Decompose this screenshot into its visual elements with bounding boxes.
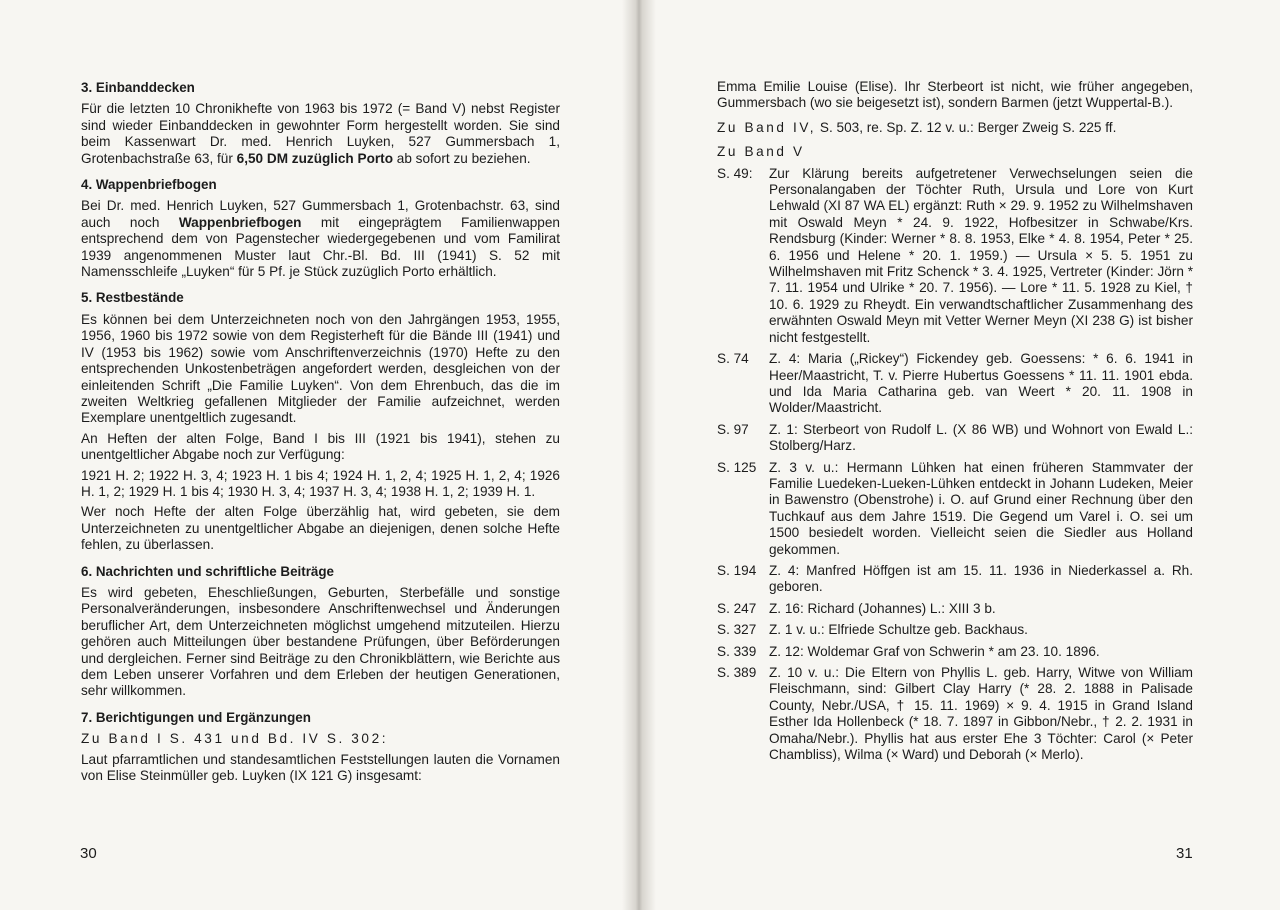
- entry-text: Z. 10 v. u.: Die Eltern von Phyllis L. geb. Harry, Witwe von William Fleischmann, sind: Gilbert Clay Harry (* 28. 2. 1888 in Palisade County, Nebr./USA, † 15. 11. 1969) × 9. 4. 1915 in Grand Island Esther Ida Hollenbeck (* 18. 7. 1897 in Gibbon/Nebr., † 2. 2. 1931 in Omaha/Nebr.). Phyllis hat aus erster Ehe 3 Töchter: Carol (× Peter Chambliss), Wilma (× Ward) und Deborah (× Merlo).: [769, 665, 1193, 763]
- section-block: [81, 564, 560, 700]
- paragraph-text: Bei Dr. med. Henrich Luyken, 527 Gummersbach 1, Grotenbachstr. 63, sind auch noch: [81, 198, 560, 230]
- correction-entry: [717, 622, 1193, 638]
- section-paragraph: [81, 312, 560, 427]
- paragraph-text: Es wird gebeten, Eheschließungen, Geburten, Sterbefälle und sonstige Personalveränderungen, insbesondere Anschriftenwechsel und Änderungen beruflicher Art, dem Unterzeichneten möglichst umgehend mitzuteilen. Hierzu gehören auch Mitteilungen über bestandene Prüfungen, über Beförderungen und dergleichen. Ferner sind Beiträge zu den Chronikblättern, wie Berichte aus dem Leben unserer Vorfahren und dem Erleben der heutigen Generationen, sehr willkommen.: [81, 584, 560, 699]
- paragraph-emphasis: 6,50 DM zuzüglich Porto: [236, 150, 393, 166]
- entry-text: Z. 12: Woldemar Graf von Schwerin * am 23. 10. 1896.: [769, 643, 1100, 659]
- correction-entry: [717, 166, 1193, 346]
- correction-entries: [717, 166, 1193, 764]
- right-page-content: [717, 79, 1193, 768]
- correction-entry: [717, 460, 1193, 558]
- reference-line: Zu Band I S. 431 und Bd. IV S. 302:: [81, 731, 389, 747]
- entry-text: Z. 4: Manfred Höffgen ist am 15. 11. 1936 in Niederkassel a. Rh. geboren.: [769, 562, 1193, 595]
- entry-page-ref: S. 125: [717, 459, 757, 475]
- correction-entry: [717, 563, 1193, 596]
- paragraph-text: Es können bei dem Unterzeichneten noch von den Jahrgängen 1953, 1955, 1956, 1960 bis 1972 sowie von dem Registerheft für die Bände III (1941) und IV (1953 bis 1962) sowie vom Anschriftenverzeichnis (1970) Hefte zu den entsprechenden Unkostenbeträgen angefordert werden, desgleichen von der einleitenden Schrift „Die Familie Luyken“. Von dem Ehrenbuch, das die im zweiten Weltkrieg gefallenen Mitglieder der Familie aufzeichnet, werden Exemplare unentgeltlich zugesandt.: [81, 311, 560, 426]
- correction-entry: [717, 601, 1193, 617]
- paragraph-text: An Heften der alten Folge, Band I bis III (1921 bis 1941), stehen zu unentgeltlicher Abgabe noch zur Verfügung:: [81, 430, 560, 463]
- page-number-left: 30: [80, 845, 97, 862]
- entry-page-ref: S. 74: [717, 351, 749, 367]
- section-paragraph: Laut pfarramtlichen und standesamtlichen Feststellungen lauten die Vornamen von Elise Steinmüller geb. Luyken (IX 121 G) insgesamt:: [81, 751, 560, 784]
- entry-text: Zur Klärung bereits aufgetretener Verwechselungen seien die Personalangaben der Töchter Ruth, Ursula und Lore von Kurt Lehwald (XI 87 WA EL) ergänzt: Ruth × 29. 9. 1952 zu Wilhelmshaven mit Oswald Meyn * 24. 9. 1922, Hofbesitzer in Schwabe/Krs. Rendsburg (Kinder: Werner * 8. 8. 1953, Elke * 4. 8. 1954, Peter * 25. 6. 1956 und Helene * 20. 1. 1959.) — Ursula × 5. 5. 1951 zu Wilhelmshaven mit Fritz Schenck * 3. 4. 1925, Vertreter (Kinder: Jörn * 7. 11. 1954 und Ulrike * 20. 7. 1956). — Lore * 11. 5. 1928 zu Kiel, † 10. 6. 1929 zu Rheydt. Ein verwandtschaftlicher Zusammenhang des erwähnten Oswald Meyn mit Vetter Werner Meyn (XI 238 G) ist bisher nicht festgestellt.: [769, 165, 1193, 345]
- section-paragraph: [81, 504, 560, 553]
- continuation-paragraph: Emma Emilie Louise (Elise). Ihr Sterbeort ist nicht, wie früher angegeben, Gummersbach (wo sie beigesetzt ist), sondern Barmen (jetzt Wuppertal-B.).: [717, 79, 1193, 111]
- section-heading: 7. Berichtigungen und Ergänzungen: [81, 709, 311, 725]
- entry-text: Z. 3 v. u.: Hermann Lühken hat einen früheren Stammvater der Familie Luedeken-Lueken-Lühken entdeckt in Johann Ludeken, Meier in Bawenstro (Obenstrohe) i. O. auf Grund einer Rechnung über den Tuchkauf aus dem Jahre 1519. Die Gegend um Varel i. O. sei um 1500 besiedelt worden. Vielleicht seien die Siedler aus Holland gekommen.: [769, 459, 1193, 557]
- entry-page-ref: S. 49:: [717, 165, 753, 181]
- band4-line: [717, 120, 1193, 136]
- entry-page-ref: S. 194: [717, 562, 757, 578]
- left-page-content: [81, 80, 560, 794]
- entry-text: Z. 16: Richard (Johannes) L.: XIII 3 b.: [769, 600, 996, 616]
- correction-entry: [717, 644, 1193, 660]
- section-heading: 6. Nachrichten und schriftliche Beiträge: [81, 563, 334, 579]
- section-heading: 5. Restbestände: [81, 290, 184, 306]
- section-block: [81, 80, 560, 167]
- section-paragraph: [81, 198, 560, 280]
- left-sections: [81, 80, 560, 700]
- paragraph-emphasis: Wappenbriefbogen: [178, 214, 302, 230]
- section-corrections: [81, 710, 560, 785]
- band5-label: Zu Band V: [717, 144, 805, 160]
- entry-text: Z. 4: Maria („Rickey“) Fickendey geb. Goessens: * 6. 6. 1941 in Heer/Maastricht, T. v. Pierre Hubertus Goessens * 11. 11. 1901 ebda. und Ida Maria Catharina geb. van Weert * 20. 11. 1908 in Wolder/Maastricht.: [769, 351, 1193, 416]
- section-block: [81, 290, 560, 553]
- entry-text: Z. 1: Sterbeort von Rudolf L. (X 86 WB) und Wohnort von Ewald L.: Stolberg/Harz.: [769, 421, 1193, 454]
- entry-page-ref: S. 339: [717, 643, 757, 659]
- paragraph-text: ab sofort zu beziehen.: [393, 150, 531, 166]
- section-block: [81, 177, 560, 280]
- book-gutter: [622, 0, 656, 910]
- section-heading: 4. Wappenbriefbogen: [81, 177, 217, 193]
- correction-entry: [717, 665, 1193, 763]
- entry-page-ref: S. 247: [717, 600, 757, 616]
- correction-entry: [717, 351, 1193, 417]
- paragraph-text: mit eingeprägtem Familienwappen entsprechend dem von Pagenstecher wiedergegebenen und vom Familirat 1939 angenommenen Muster laut Chr.-Bl. Bd. III (1941) S. 52 mit Namensschleife „Luyken“ für 5 Pf. je Stück zuzüglich Porto erhältlich.: [81, 214, 560, 280]
- paragraph-text: 1921 H. 2; 1922 H. 3, 4; 1923 H. 1 bis 4; 1924 H. 1, 2, 4; 1925 H. 1, 2, 4; 1926 H. 1, 2; 1929 H. 1 bis 4; 1930 H. 3, 4; 1937 H. 3, 4; 1938 H. 1, 2; 1939 H. 1.: [81, 467, 560, 499]
- entry-text: Z. 1 v. u.: Elfriede Schultze geb. Backhaus.: [769, 622, 1028, 638]
- section-paragraph: [81, 101, 560, 167]
- entry-page-ref: S. 97: [717, 421, 749, 437]
- entry-page-ref: S. 389: [717, 665, 757, 680]
- page-number-right: 31: [1176, 845, 1193, 862]
- band4-label: Zu Band IV,: [717, 119, 817, 135]
- section-paragraph: [81, 431, 560, 464]
- correction-entry: [717, 422, 1193, 455]
- entry-page-ref: S. 327: [717, 622, 757, 638]
- section-heading: 3. Einbanddecken: [81, 80, 195, 95]
- band4-text: S. 503, re. Sp. Z. 12 v. u.: Berger Zweig S. 225 ff.: [816, 119, 1117, 135]
- section-paragraph: [81, 585, 560, 700]
- section-paragraph: [81, 468, 560, 501]
- paragraph-text: Für die letzten 10 Chronikhefte von 1963 bis 1972 (= Band V) nebst Register sind wieder Einbanddecken in gewohnter Form hergestellt worden. Sie sind beim Kassenwart Dr. med. Henrich Luyken, 527 Gummersbach 1, Grotenbachstraße 63, für: [81, 101, 560, 166]
- paragraph-text: Wer noch Hefte der alten Folge überzählig hat, wird gebeten, sie dem Unterzeichneten zu unentgeltlicher Abgabe an diejenigen, denen solche Hefte fehlen, zu überlassen.: [81, 504, 560, 553]
